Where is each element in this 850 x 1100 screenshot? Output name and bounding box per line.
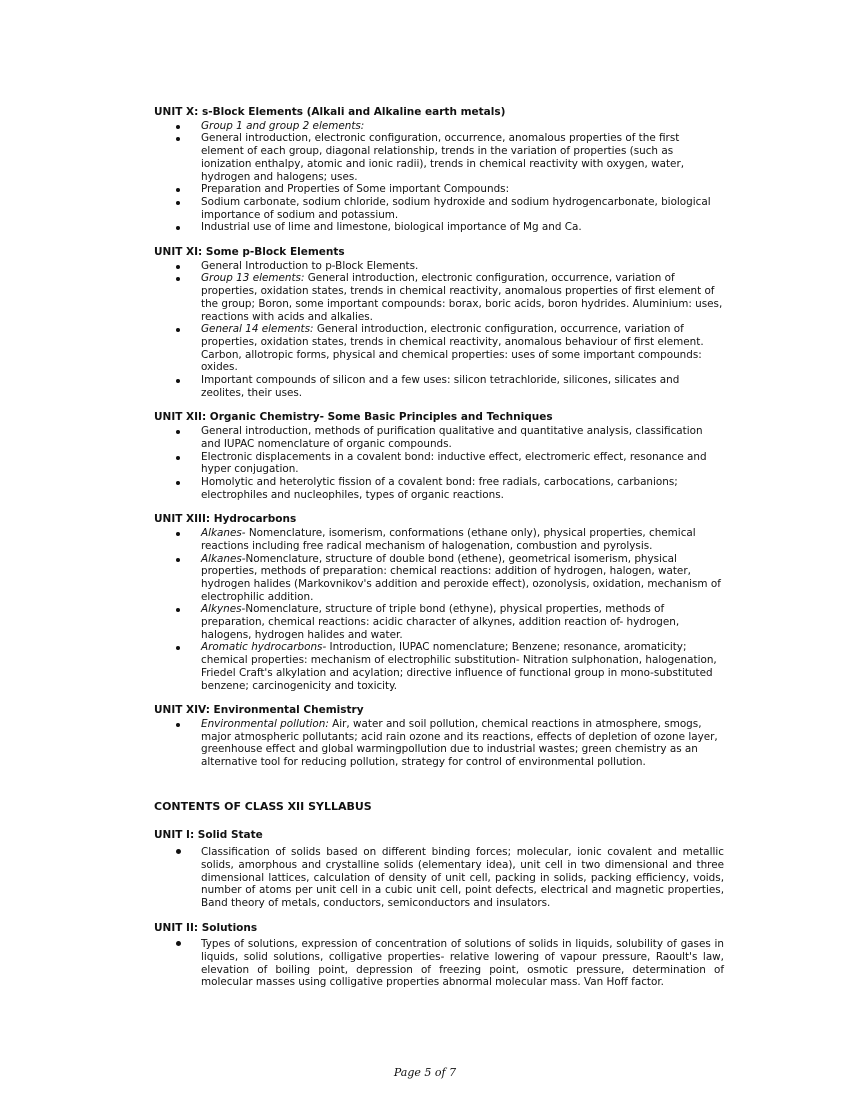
topic-item <box>201 451 724 476</box>
topic-lead: Aromatic hydrocarbons- <box>201 641 327 654</box>
topic-text: Types of solutions, expression of concentration of solutions of solids in liquids, solubility of gases in liquids, solid solutions, colligative properties- relative lowering of vapour pressure, Raoult's law, elevation of boiling point, depression of freezing point, osmotic pressure, determination of molecular masses using colligative properties abnormal molecular mass. Van Hoff factor. <box>201 938 724 989</box>
topic-text: Electronic displacements in a covalent bond: inductive effect, electromeric effect, resonance and hyper conjugation. <box>201 450 707 476</box>
topic-text: General introduction, electronic configuration, occurrence, anomalous properties of the first element of each group, diagonal relationship, trends in the variation of properties (such as ionization enthalpy, atomic and ionic radii), trends in chemical reactivity with oxygen, water, hydrogen and halogens; uses. <box>201 132 685 183</box>
topic-text: Industrial use of lime and limestone, biological importance of Mg and Ca. <box>201 221 582 234</box>
unit-section <box>154 513 724 692</box>
topic-item <box>201 196 724 221</box>
topic-lead: Group 13 elements: <box>201 272 305 285</box>
topic-text: General Introduction to p-Block Elements. <box>201 259 419 272</box>
topic-list <box>154 846 724 910</box>
topic-item <box>201 476 724 501</box>
class12-heading: CONTENTS OF CLASS XII SYLLABUS <box>154 799 372 813</box>
topic-list <box>154 718 724 769</box>
topic-text: Nomenclature, isomerism, conformations (ethane only), physical properties, chemical reactions including free radical mechanism of halogenation, combustion and pyrolysis. <box>201 527 696 552</box>
topic-item <box>201 425 724 450</box>
topic-item <box>201 938 724 989</box>
topic-item <box>201 183 724 196</box>
unit-title: UNIT XI: Some p-Block Elements <box>154 246 345 259</box>
topic-lead: Group 1 and group 2 elements: <box>201 119 365 132</box>
topic-item <box>201 120 724 133</box>
unit-section <box>154 922 724 990</box>
topic-item <box>201 260 724 273</box>
page-number: Page 5 of 7 <box>393 1066 457 1079</box>
topic-text: Important compounds of silicon and a few uses: silicon tetrachloride, silicones, silicates and zeolites, their uses. <box>201 374 680 399</box>
unit-section <box>154 411 724 501</box>
unit-section <box>154 246 724 399</box>
topic-text: General introduction, methods of purification qualitative and quantitative analysis, classification and IUPAC nomenclature of organic compounds. <box>201 425 703 450</box>
topic-text: Preparation and Properties of Some important Compounds: <box>201 183 510 196</box>
topic-text: General introduction, electronic configuration, occurrence, variation of properties, oxidation states, trends in chemical reactivity, anomalous behaviour of first element. Carbon, allotropic forms, physical and chemical properties: uses of some important compounds: oxides. <box>201 323 704 374</box>
topic-text: Sodium carbonate, sodium chloride, sodium hydroxide and sodium hydrogencarbonate, biological importance of sodium and potassium. <box>201 195 711 221</box>
topic-list <box>154 527 724 692</box>
topic-item <box>201 527 724 552</box>
class12-units <box>154 829 724 989</box>
syllabus-content <box>154 106 724 1001</box>
topic-item <box>201 718 724 769</box>
topic-item <box>201 603 724 641</box>
topic-list <box>154 120 724 234</box>
topic-item <box>201 323 724 374</box>
topic-text: Introduction, IUPAC nomenclature; Benzene; resonance, aromaticity; chemical properties: mechanism of electrophilic substitution- Nitration sulphonation, halogenation, Friedel Craft's alkylation and acylation; directive influence of functional group in mono-substituted benzene; carcinogenicity and toxicity. <box>201 641 717 692</box>
unit-title: UNIT XIII: Hydrocarbons <box>154 513 297 526</box>
topic-text: Air, water and soil pollution, chemical reactions in atmosphere, smogs, major atmospheric pollutants; acid rain ozone and its reactions, effects of depletion of ozone layer, greenhouse effect and global warmingpollution due to industrial wastes; green chemistry as an alternative tool for reducing pollution, strategy for control of environmental pollution. <box>201 717 718 769</box>
unit-title: UNIT X: s-Block Elements (Alkali and Alkaline earth metals) <box>154 106 506 118</box>
topic-lead: Environmental pollution: <box>201 717 329 730</box>
topic-text: General introduction, electronic configuration, occurrence, variation of properties, oxidation states, trends in chemical reactivity, anomalous properties of first element of the group; Boron, some important compounds: borax, boric acids, boron hydrides. Aluminium: uses, reactions with acids and alkalies. <box>201 272 723 323</box>
unit-title: UNIT XII: Organic Chemistry- Some Basic Principles and Techniques <box>154 411 553 424</box>
topic-lead: General 14 elements: <box>201 323 314 336</box>
unit-title: UNIT XIV: Environmental Chemistry <box>154 704 364 717</box>
topic-list <box>154 425 724 501</box>
topic-item <box>201 132 724 183</box>
topic-list <box>154 260 724 400</box>
topic-item <box>201 374 724 399</box>
topic-lead: Alkanes- <box>201 552 246 565</box>
topic-item <box>201 272 724 323</box>
topic-item <box>201 221 724 234</box>
topic-list <box>154 938 724 989</box>
topic-item <box>201 846 724 910</box>
topic-text: Homolytic and heterolytic fission of a covalent bond: free radials, carbocations, carbanions; electrophiles and nucleophiles, types of organic reactions. <box>201 475 678 501</box>
topic-text: Nomenclature, structure of triple bond (ethyne), physical properties, methods of preparation, chemical reactions: acidic character of alkynes, addition reaction of- hydrogen, halogens, hydrogen halides and water. <box>201 603 680 641</box>
topic-item <box>201 553 724 604</box>
class11-units <box>154 106 724 769</box>
unit-title: UNIT I: Solid State <box>154 829 263 842</box>
topic-lead: Alkynes- <box>201 603 246 616</box>
topic-text: Classification of solids based on different binding forces; molecular, ionic covalent and metallic solids, amorphous and crystalline solids (elementary idea), unit cell in two dimensional and three dimensional lattices, calculation of density of unit cell, packing in solids, packing efficiency, voids, number of atoms per unit cell in a cubic unit cell, point defects, electrical and magnetic properties, Band theory of metals, conductors, semiconductors and insulators. <box>201 846 724 909</box>
unit-section <box>154 106 724 234</box>
unit-title: UNIT II: Solutions <box>154 921 258 934</box>
topic-item <box>201 641 724 692</box>
unit-section <box>154 704 724 769</box>
topic-lead: Alkanes- <box>201 527 246 540</box>
topic-text: Nomenclature, structure of double bond (ethene), geometrical isomerism, physical properties, methods of preparation: chemical reactions: addition of hydrogen, halogen, water, hydrogen halides (Markovnikov's addition and peroxide effect), ozonolysis, oxidation, mechanism of electrophilic addition. <box>201 552 721 603</box>
unit-section <box>154 829 724 909</box>
